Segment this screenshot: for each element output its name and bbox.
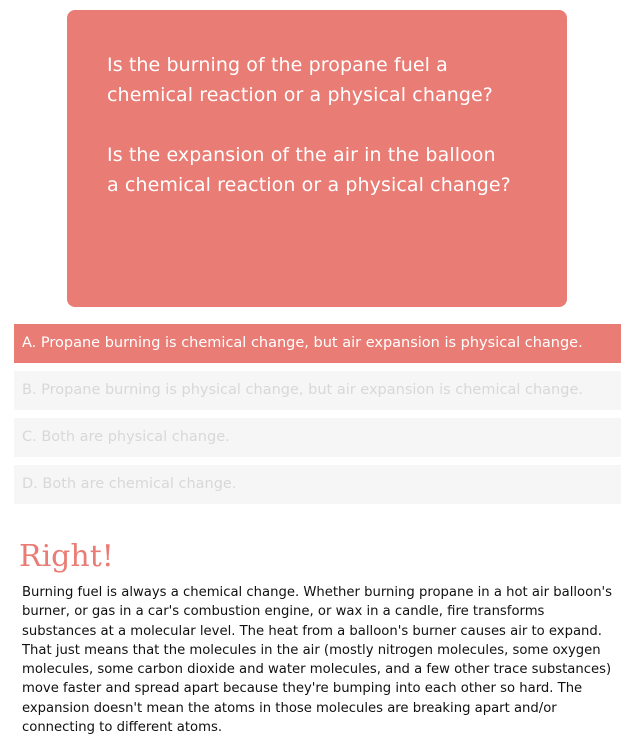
question-text-line: a chemical reaction or a physical change? (107, 174, 511, 196)
question-text-line: Is the burning of the propane fuel a (107, 54, 448, 76)
answer-options (14, 324, 621, 512)
answer-option-a[interactable]: A. Propane burning is chemical change, but air expansion is physical change. (14, 324, 621, 363)
feedback-explanation: Burning fuel is always a chemical change. Whether burning propane in a hot air balloon's burner, or gas in a car's combustion engine, or wax in a candle, fire transforms substances at a molecular level. The heat from a balloon's burner causes air to expand. That just means that the molecules in the air (mostly nitrogen molecules, some oxygen molecules, some carbon dioxide and water molecules, and a few other trace substances) move faster and spread apart because they're bumping into each other so hard. The expansion doesn't mean the atoms in those molecules are breaking apart and/or connecting to different atoms. (22, 585, 613, 736)
question-text-line: Is the expansion of the air in the balloon (107, 144, 496, 166)
answer-option-c[interactable]: C. Both are physical change. (14, 418, 621, 457)
feedback-title: Right! (19, 539, 114, 574)
question-text-line: chemical reaction or a physical change? (107, 84, 493, 106)
question-card (67, 10, 567, 307)
answer-option-d[interactable]: D. Both are chemical change. (14, 465, 621, 504)
answer-option-b[interactable]: B. Propane burning is physical change, but air expansion is chemical change. (14, 371, 621, 410)
question-spacer (107, 110, 527, 140)
